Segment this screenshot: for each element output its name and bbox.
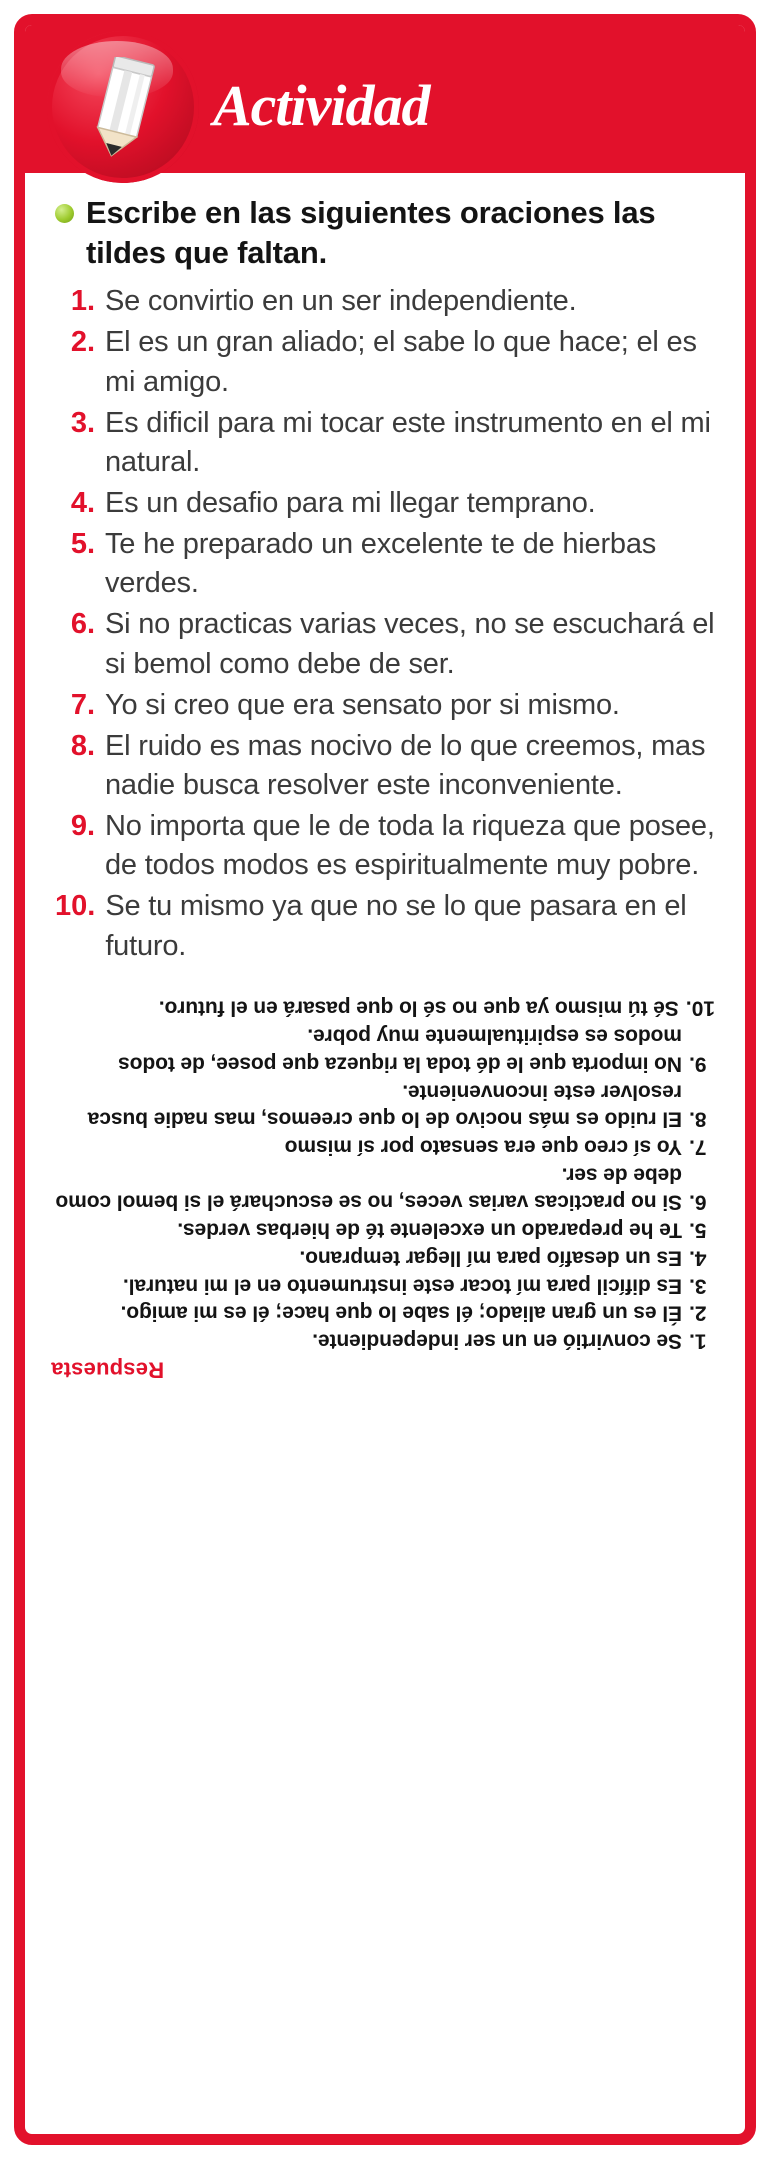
answer-number: 7.	[689, 1135, 707, 1159]
answer-number: 9.	[689, 1051, 707, 1075]
answer-key-title: Respuesta	[51, 1357, 165, 1383]
answer-text: El ruido es más nocivo de lo que creemos, mas nadie busca resolver este inconveniente.	[87, 1079, 682, 1131]
item-number: 6.	[70, 608, 95, 641]
answer-number: 2.	[689, 1301, 707, 1325]
answer-text: Si no practicas varias veces, no se escuchará el si bemol como debe de ser.	[55, 1162, 682, 1214]
answer-number: 8.	[689, 1107, 707, 1131]
green-bullet-icon	[55, 204, 74, 223]
item-text: No importa que le de toda la riqueza que posee, de todos modos es espiritualmente muy pobre.	[105, 810, 715, 882]
list-item	[55, 727, 719, 805]
item-number: 1.	[70, 285, 95, 318]
list-item	[51, 1215, 715, 1243]
item-text: Yo si creo que era sensato por si mismo.	[105, 688, 620, 721]
list-item	[55, 807, 719, 885]
list-item	[51, 1243, 715, 1271]
item-number: 8.	[70, 729, 95, 762]
answer-number: 3.	[689, 1273, 707, 1297]
answer-key-block	[25, 980, 745, 1388]
answer-text: Te he preparado un excelente té de hierbas verdes.	[177, 1218, 682, 1242]
list-item	[51, 1160, 715, 1215]
answer-text: Es un desafío para mí llegar temprano.	[299, 1245, 682, 1269]
answer-list	[51, 994, 715, 1354]
answer-number: 6.	[689, 1190, 707, 1214]
item-number: 3.	[70, 406, 95, 439]
list-item	[51, 994, 715, 1022]
answer-text: Él es un gran aliado; él sabe lo que hace; él es mi amigo.	[120, 1301, 682, 1325]
list-item	[55, 887, 719, 965]
list-item	[51, 1132, 715, 1160]
item-number: 5.	[70, 528, 95, 561]
answer-number: 1.	[689, 1329, 707, 1353]
exercise-list	[55, 282, 719, 965]
list-item	[55, 605, 719, 683]
list-item	[55, 404, 719, 482]
page-title: Actividad	[213, 73, 430, 138]
list-item	[51, 1271, 715, 1299]
item-number: 9.	[70, 810, 95, 843]
item-number: 10.	[55, 890, 96, 923]
item-number: 4.	[70, 487, 95, 520]
item-text: Se convirtio en un ser independiente.	[105, 285, 577, 318]
list-item	[55, 323, 719, 401]
answer-text: No importa que le dé toda la riqueza que posee, de todos modos es espiritualmente muy pobre.	[118, 1024, 682, 1075]
item-text: Se tu mismo ya que no se lo que pasara en el futuro.	[105, 890, 687, 962]
answer-text: Es difícil para mí tocar este instrumento en el mi natural.	[123, 1273, 682, 1297]
list-item	[51, 1299, 715, 1327]
list-item	[51, 1021, 715, 1076]
answer-number: 10.	[685, 996, 715, 1020]
answer-text: Yo sí creo que era sensato por sí mismo	[284, 1135, 682, 1159]
item-text: El es un gran aliado; el sabe lo que hace; el es mi amigo.	[105, 326, 697, 398]
answer-text: Sé tú mismo ya que no sé lo que pasará en el futuro.	[158, 996, 679, 1020]
list-item	[55, 525, 719, 603]
answer-number: 5.	[689, 1218, 707, 1242]
item-text: Es dificil para mi tocar este instrumento en el mi natural.	[105, 406, 711, 478]
item-text: El ruido es mas nocivo de lo que creemos, mas nadie busca resolver este inconveniente.	[105, 729, 706, 802]
item-text: Si no practicas varias veces, no se escuchará el si bemol como debe de ser.	[105, 608, 715, 680]
pencil-medallion	[47, 31, 199, 183]
list-item	[55, 686, 719, 725]
answer-text: Se convirtió en un ser independiente.	[312, 1329, 682, 1353]
activity-body	[25, 173, 745, 974]
item-number: 7.	[70, 688, 95, 721]
activity-card	[14, 14, 756, 2145]
instruction-block	[55, 193, 719, 272]
item-number: 2.	[70, 326, 95, 359]
list-item	[55, 484, 719, 523]
answer-number: 4.	[689, 1245, 707, 1269]
list-item	[51, 1077, 715, 1132]
instruction-text: Escribe en las siguientes oraciones las tildes que faltan.	[86, 195, 656, 270]
list-item	[55, 282, 719, 321]
item-text: Te he preparado un excelente te de hierbas verdes.	[105, 528, 657, 600]
item-text: Es un desafio para mi llegar temprano.	[105, 487, 596, 520]
activity-header	[25, 25, 745, 173]
list-item	[51, 1326, 715, 1354]
